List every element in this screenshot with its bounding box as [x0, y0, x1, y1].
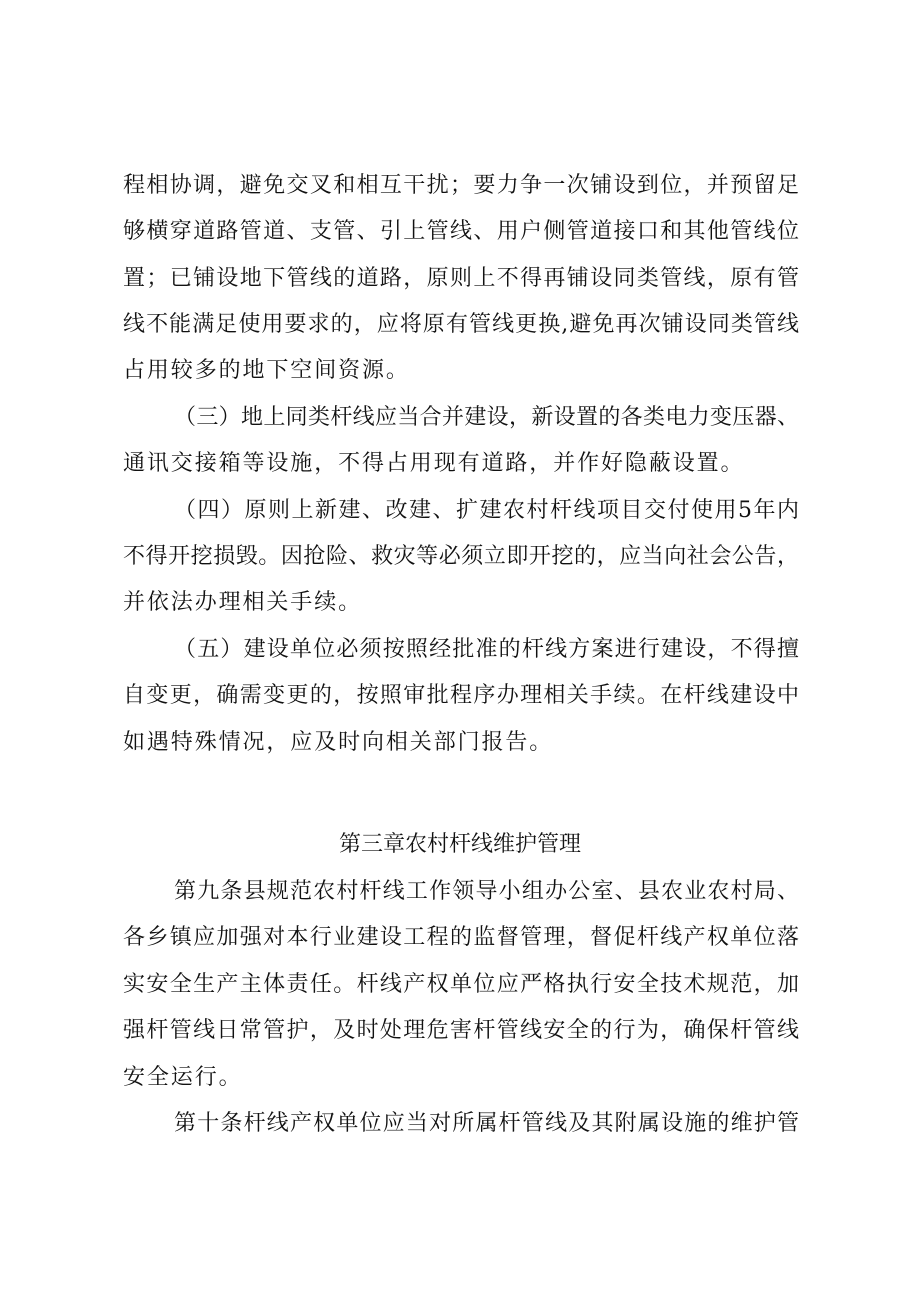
paragraph-line: （三）地上同类杆线应当合并建设，新设置的各类电力变压器、 — [174, 405, 799, 430]
paragraph-line: 线不能满足使用要求的，应将原有管线更换,避免再次铺设同类管线 — [123, 312, 799, 337]
paragraph-line: 如遇特殊情况，应及时向相关部门报告。 — [123, 730, 554, 755]
paragraph-line: 强杆管线日常管护，及时处理危害杆管线安全的行为，确保杆管线 — [123, 1018, 799, 1043]
chapter-heading: 第三章农村杆线维护管理 — [338, 832, 581, 857]
paragraph-line: 占用较多的地下空间资源。 — [123, 358, 410, 383]
paragraph-line: （四）原则上新建、改建、扩建农村杆线项目交付使用5年内 — [174, 498, 799, 523]
paragraph-line: 实安全生产主体责任。杆线产权单位应严格执行安全技术规范，加 — [123, 972, 799, 997]
paragraph-line: 并依法办理相关手续。 — [123, 590, 363, 615]
paragraph-line: 第九条县规范农村杆线工作领导小组办公室、县农业农村局、 — [174, 879, 799, 904]
paragraph-line: 第十条杆线产权单位应当对所属杆管线及其附属设施的维护管 — [174, 1111, 799, 1136]
paragraph-line: 置；已铺设地下管线的道路，原则上不得再铺设同类管线，原有管 — [123, 266, 799, 291]
paragraph-line: 不得开挖损毁。因抢险、救灾等必须立即开挖的，应当向社会公告， — [123, 544, 799, 569]
paragraph-line: 通讯交接箱等设施，不得占用现有道路，并作好隐蔽设置。 — [123, 451, 745, 476]
paragraph-line: 自变更，确需变更的，按照审批程序办理相关手续。在杆线建设中 — [123, 683, 799, 708]
paragraph-line: 各乡镇应加强对本行业建设工程的监督管理，督促杆线产权单位落 — [123, 925, 799, 950]
paragraph-line: 安全运行。 — [123, 1065, 243, 1090]
paragraph-line: （五）建设单位必须按照经批准的杆线方案进行建设，不得擅 — [174, 637, 799, 662]
paragraph-line: 程相协调，避免交叉和相互干扰；要力争一次铺设到位，并预留足 — [123, 173, 799, 198]
paragraph-line: 够横穿道路管道、支管、引上管线、用户侧管道接口和其他管线位 — [123, 219, 799, 244]
